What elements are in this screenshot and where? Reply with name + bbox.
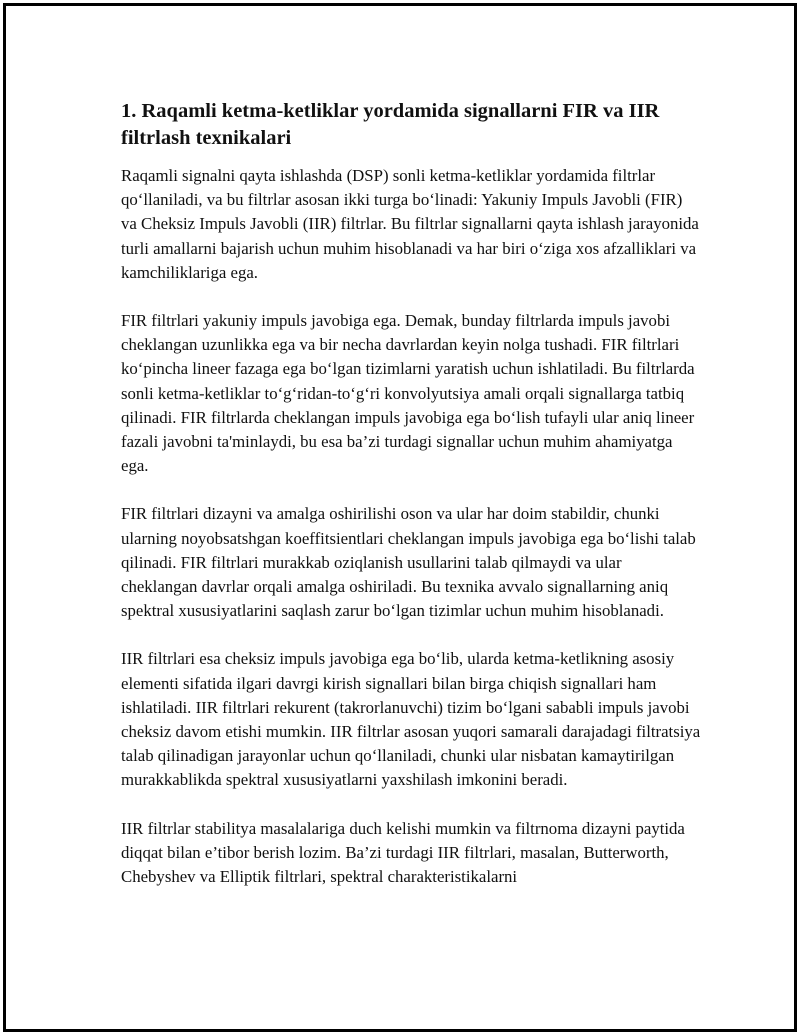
paragraph-intro: Raqamli signalni qayta ishlashda (DSP) sonli ketma-ketliklar yordamida filtrlar qo‘llaniladi, va bu filtrlar asosan ikki turga bo‘linadi: Yakuniy Impuls Javobli (FIR) va Cheksiz Impuls Javobli (IIR) filtrlar. Bu filtrlar signallarni qayta ishlash jarayonida turli amallarni bajarish uchun muhim hisoblanadi va har biri o‘ziga xos afzalliklari va kamchiliklariga ega.	[121, 166, 699, 282]
document-title: 1. Raqamli ketma-ketliklar yordamida signallarni FIR va IIR filtrlash texnikalari	[121, 100, 660, 149]
paragraph-iir-stability: IIR filtrlar stabilitya masalalariga duch kelishi mumkin va filtrnoma dizayni paytida diqqat bilan e’tibor berish lozim. Ba’zi turdagi IIR filtrlari, masalan, Butterworth, Chebyshev va Elliptik filtrlari, spektral charakteristikalarni	[121, 818, 685, 887]
document-page	[3, 3, 797, 1032]
paragraph-fir-design: FIR filtrlari dizayni va amalga oshirilishi oson va ular har doim stabildir, chunki ularning noyobsatshgan koeffitsientlari cheklangan impuls javobiga ega bo‘lishi talab qilinadi. FIR filtrlari murakkab oziqlanish usullarini talab qilmaydi va ular cheklangan davrlar orqali amalga oshiriladi. Bu texnika avvalo signallarning aniq spektral xususiyatlarini saqlash zarur bo‘lgan tizimlar uchun muhim hisoblanadi.	[121, 504, 696, 621]
paragraph-fir-definition: FIR filtrlari yakuniy impuls javobiga ega. Demak, bunday filtrlarda impuls javobi cheklangan uzunlikka ega va bir necha davrlardan keyin nolga tushadi. FIR filtrlari ko‘pincha lineer fazaga ega bo‘lgan tizimlarni yaratish uchun ishlatiladi. Bu filtrlarda sonli ketma-ketliklar to‘g‘ridan-to‘g‘ri konvolyutsiya amali orqali signallarga tatbiq qilinadi. FIR filtrlarda cheklangan impuls javobiga ega bo‘lish tufayli ular aniq lineer fazali javobni ta'minlaydi, bu esa ba’zi turdagi signallar uchun muhim ahamiyatga ega.	[121, 311, 695, 476]
paragraph-iir-definition: IIR filtrlari esa cheksiz impuls javobiga ega bo‘lib, ularda ketma-ketlikning asosiy elementi sifatida ilgari davrgi kirish signallari bilan birga chiqish signallari ham ishlatiladi. IIR filtrlari rekurent (takrorlanuvchi) tizim bo‘lgani sababli impuls javobi cheksiz davom etishi mumkin. IIR filtrlar asosan yuqori samarali darajadagi filtratsiya talab qilinadigan jarayonlar uchun qo‘llaniladi, chunki ular nisbatan kamaytirilgan murakkablikda spektral xususiyatlarni yaxshilash imkonini beradi.	[121, 649, 701, 790]
document-content	[121, 98, 701, 913]
